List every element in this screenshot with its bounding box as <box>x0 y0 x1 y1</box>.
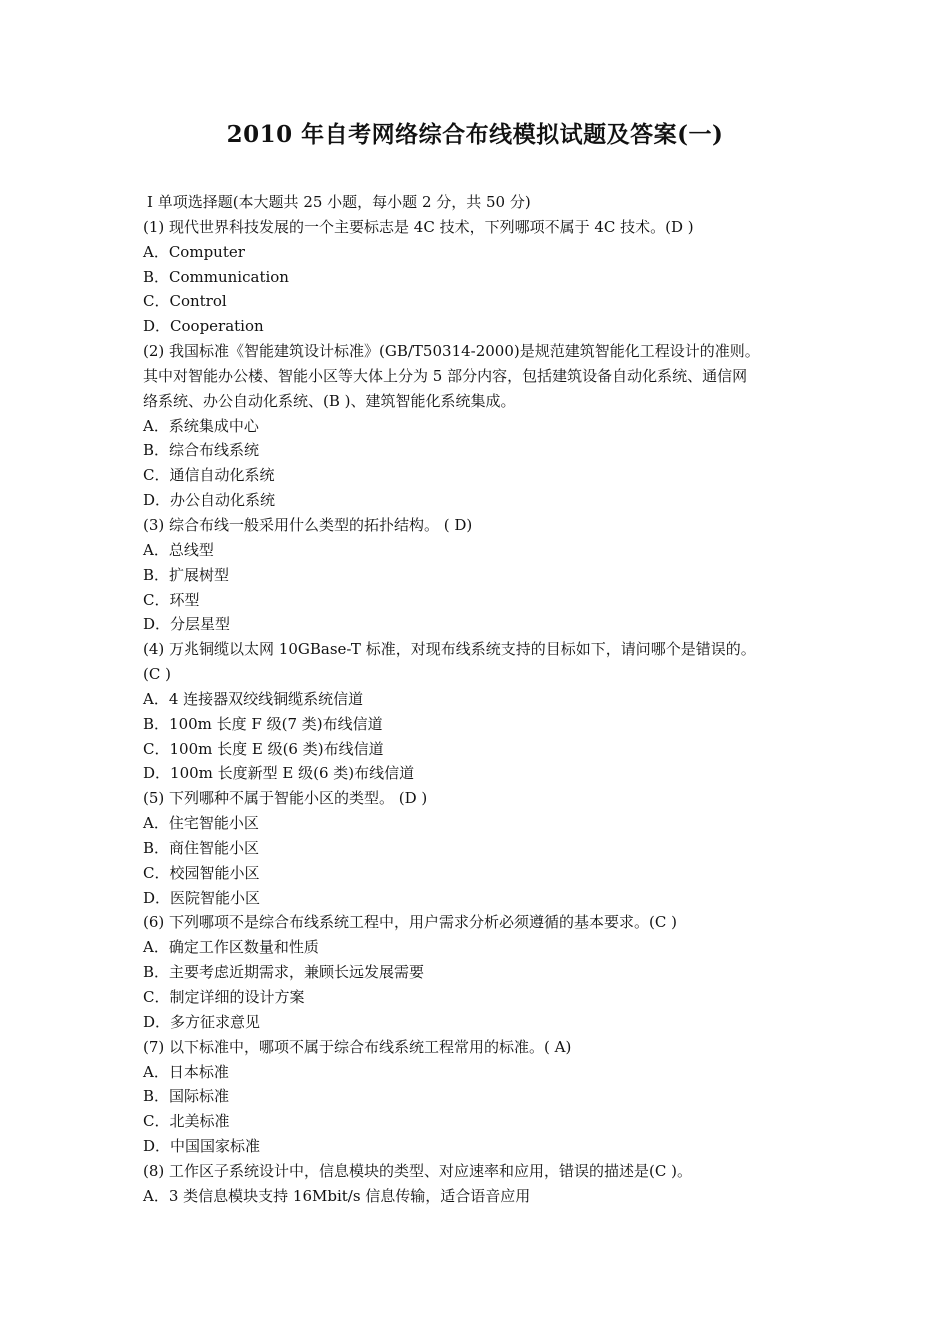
answer-option: C．北美标准 <box>143 1112 230 1131</box>
answer-option: B．综合布线系统 <box>143 441 260 460</box>
answer-option: B．商住智能小区 <box>143 838 260 857</box>
question-stem-line: (7) 以下标准中，哪项不属于综合布线系统工程常用的标准。( A) <box>143 1037 572 1056</box>
section-heading: Ⅰ 单项选择题(本大题共 25 小题，每小题 2 分，共 50 分) <box>147 193 531 211</box>
question-stem-line: 其中对智能办公楼、智能小区等大体上分为 5 部分内容，包括建筑设备自动化系统、通信网 <box>143 366 748 385</box>
answer-option: A．系统集成中心 <box>143 416 259 435</box>
answer-option: C．环型 <box>143 590 200 609</box>
question-stem-line: (4) 万兆铜缆以太网 10GBase-T 标准，对现布线系统支持的目标如下，请问哪个是错误的。 <box>143 640 756 659</box>
question-stem-line: (5) 下列哪种不属于智能小区的类型。 (D ) <box>143 789 428 808</box>
question-stem-line: (6) 下列哪项不是综合布线系统工程中，用户需求分析必须遵循的基本要求。(C ) <box>143 913 677 932</box>
answer-option: A．Computer <box>143 242 245 261</box>
answer-option: A．确定工作区数量和性质 <box>143 938 319 957</box>
question-stem-line: (8) 工作区子系统设计中，信息模块的类型、对应速率和应用，错误的描述是(C )。 <box>143 1161 692 1180</box>
answer-option: D．医院智能小区 <box>143 888 261 907</box>
answer-option: A．住宅智能小区 <box>143 814 259 833</box>
question-stem-line: (2) 我国标准《智能建筑设计标准》(GB/T50314-2000)是规范建筑智能化工程设计的准则。 <box>143 342 760 361</box>
answer-option: B．100m 长度 F 级(7 类)布线信道 <box>143 714 383 733</box>
answer-option: D．办公自动化系统 <box>143 491 276 510</box>
answer-option: C．100m 长度 E 级(6 类)布线信道 <box>143 739 384 758</box>
answer-option: A．3 类信息模块支持 16Mbit/s 信息传输，适合语音应用 <box>143 1186 531 1205</box>
answer-option: B．Communication <box>143 267 289 286</box>
answer-option: D．中国国家标准 <box>143 1137 261 1156</box>
question-stem-line: (1) 现代世界科技发展的一个主要标志是 4C 技术，下列哪项不属于 4C 技术。(D ) <box>143 217 694 236</box>
question-stem-line: (C ) <box>143 665 171 684</box>
answer-option: B．国际标准 <box>143 1087 230 1106</box>
answer-option: D．100m 长度新型 E 级(6 类)布线信道 <box>143 764 415 783</box>
document-body <box>143 190 823 1209</box>
answer-option: A．4 连接器双绞线铜缆系统信道 <box>143 689 364 708</box>
answer-option: C．Control <box>143 292 227 311</box>
answer-option: D．多方征求意见 <box>143 1012 261 1031</box>
answer-option: B．主要考虑近期需求，兼顾长远发展需要 <box>143 963 425 982</box>
question-stem-line: (3) 综合布线一般采用什么类型的拓扑结构。 ( D) <box>143 515 473 534</box>
answer-option: B．扩展树型 <box>143 565 230 584</box>
document-title: 2010 年自考网络综合布线模拟试题及答案(一) <box>226 121 724 148</box>
question-stem-line: 络系统、办公自动化系统、(B )、建筑智能化系统集成。 <box>143 391 516 410</box>
answer-option: C．制定详细的设计方案 <box>143 988 305 1006</box>
answer-option: A．总线型 <box>143 540 214 559</box>
answer-option: D．Cooperation <box>143 317 264 336</box>
answer-option: D．分层星型 <box>143 615 231 634</box>
answer-option: C．通信自动化系统 <box>143 466 275 485</box>
answer-option: A．日本标准 <box>143 1062 229 1081</box>
answer-option: C．校园智能小区 <box>143 863 260 882</box>
